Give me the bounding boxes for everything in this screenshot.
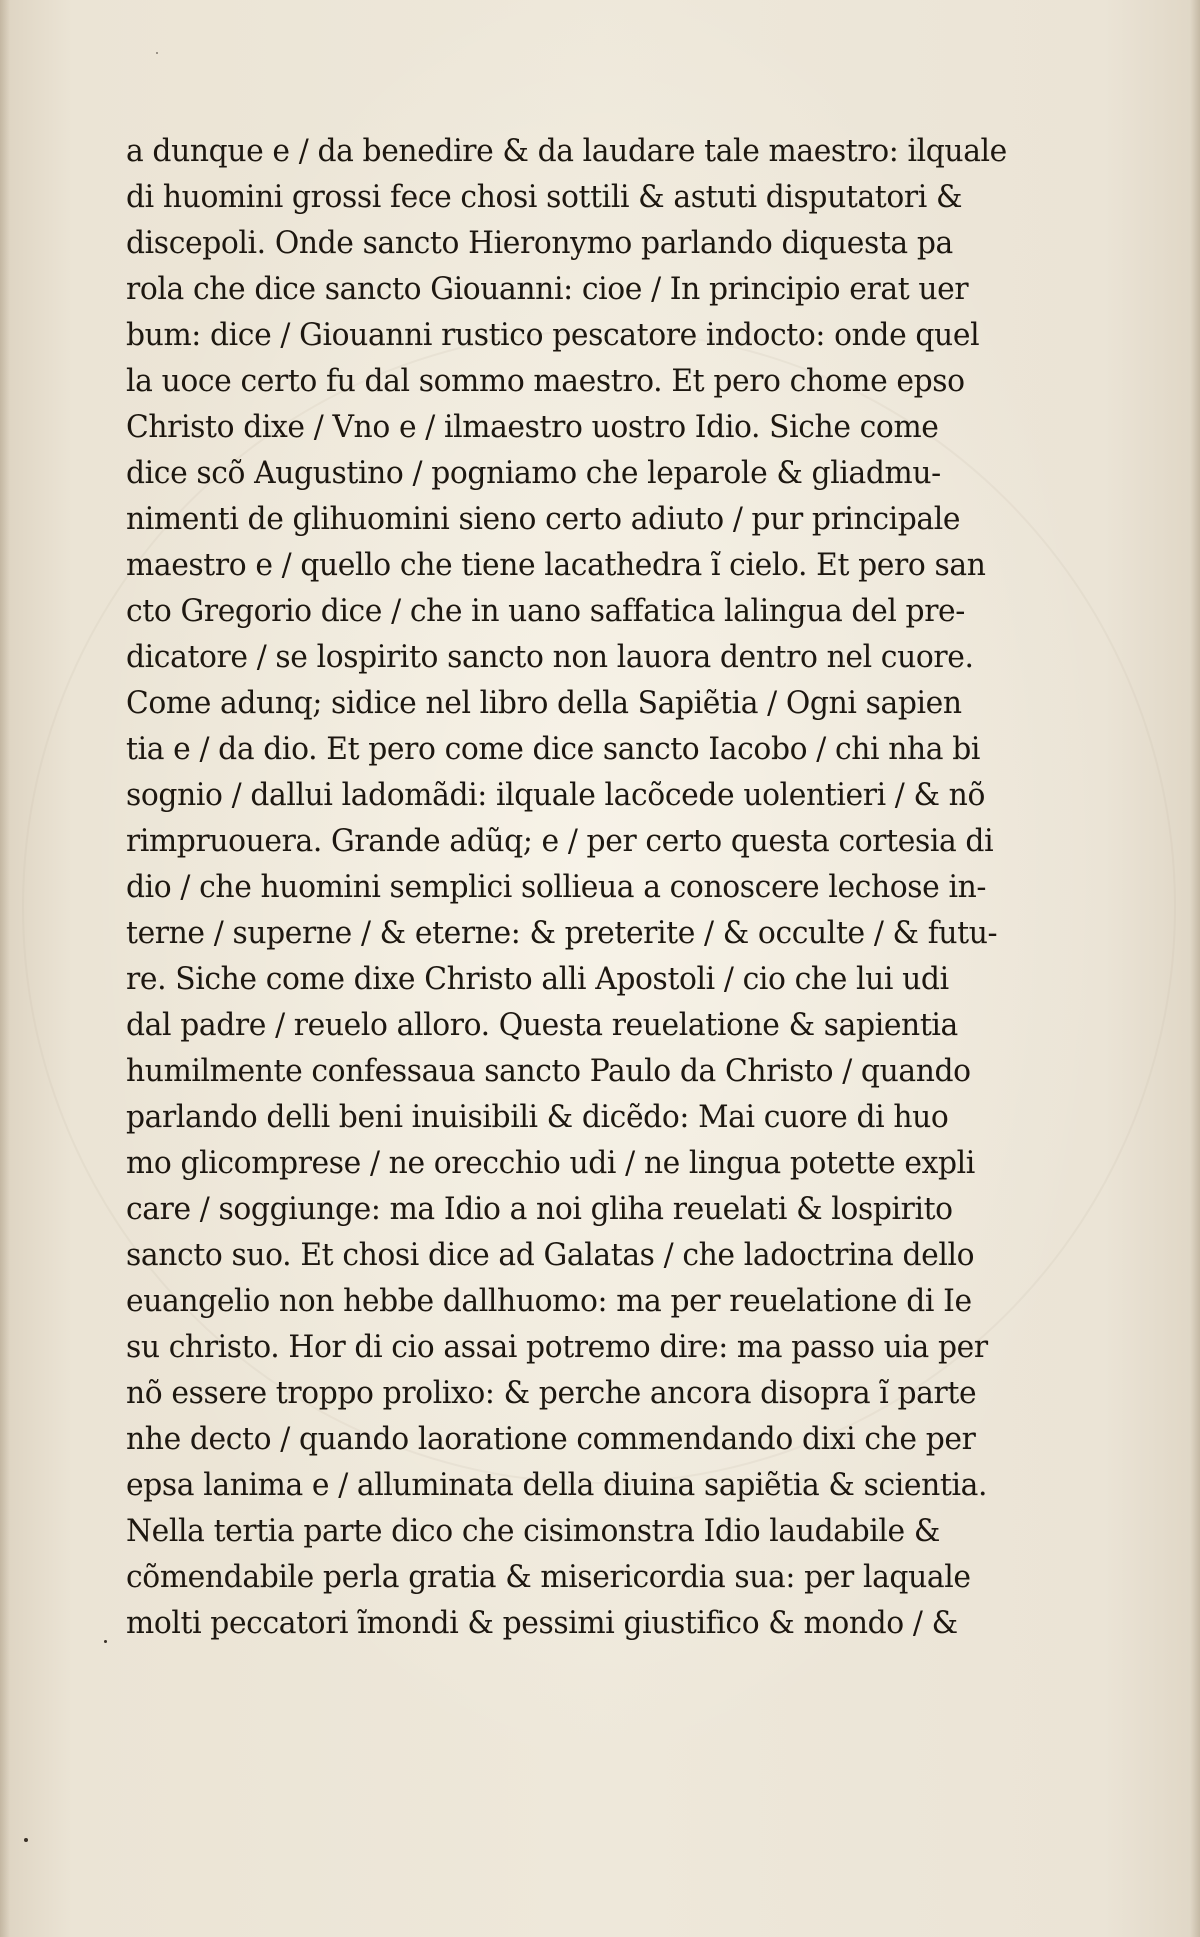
text-line: humilmente confessaua sancto Paulo da Christo / quando — [126, 1053, 971, 1089]
text-line: dio / che huomini semplici sollieua a conoscere lechose in- — [126, 869, 987, 905]
text-line: re. Siche come dixe Christo alli Apostoli / cio che lui udi — [126, 961, 949, 997]
text-line: nõ essere troppo prolixo: & perche ancora disopra ĩ parte — [126, 1375, 977, 1411]
text-line: dice scõ Augustino / pogniamo che leparole & gliadmu- — [126, 455, 941, 491]
text-line: bum: dice / Giouanni rustico pescatore indocto: onde quel — [126, 317, 980, 353]
text-line: sognio / dallui ladomãdi: ilquale lacõcede uolentieri / & nõ — [126, 777, 986, 813]
text-line: care / soggiunge: ma Idio a noi gliha reuelati & lospirito — [126, 1191, 953, 1227]
text-line: maestro e / quello che tiene lacathedra ĩ cielo. Et pero san — [126, 547, 986, 583]
text-line: sancto suo. Et chosi dice ad Galatas / che ladoctrina dello — [126, 1237, 975, 1273]
text-line: Christo dixe / Vno e / ilmaestro uostro Idio. Siche come — [126, 409, 939, 445]
text-line: su christo. Hor di cio assai potremo dire: ma passo uia per — [126, 1329, 988, 1365]
text-line: discepoli. Onde sancto Hieronymo parlando diquesta pa — [126, 225, 953, 261]
text-line: epsa lanima e / alluminata della diuina sapiẽtia & scientia. — [126, 1467, 988, 1503]
text-line: parlando delli beni inuisibili & dicẽdo: Mai cuore di huo — [126, 1099, 949, 1135]
text-line: cto Gregorio dice / che in uano saffatica lalingua del pre- — [126, 593, 965, 629]
text-line: cõmendabile perla gratia & misericordia sua: per laquale — [126, 1559, 971, 1595]
text-line: tia e / da dio. Et pero come dice sancto Iacobo / chi nha bi — [126, 731, 981, 767]
text-line: euangelio non hebbe dallhuomo: ma per reuelatione di Ie — [126, 1283, 972, 1319]
right-page-edge — [1190, 0, 1200, 1937]
text-line: molti peccatori ĩmondi & pessimi giustifico & mondo / & — [126, 1605, 958, 1641]
text-line: la uoce certo fu dal sommo maestro. Et pero chome epso — [126, 363, 965, 399]
text-line: rimpruouera. Grande adũq; e / per certo questa cortesia di — [126, 823, 994, 859]
text-line: a dunque e / da benedire & da laudare tale maestro: ilquale — [126, 133, 1007, 169]
text-line: Nella tertia parte dico che cisimonstra Idio laudabile & — [126, 1513, 940, 1549]
text-line: nhe decto / quando laoratione commendando dixi che per — [126, 1421, 976, 1457]
text-line: di huomini grossi fece chosi sottili & astuti disputatori & — [126, 179, 963, 215]
text-line: nimenti de glihuomini sieno certo adiuto / pur principale — [126, 501, 961, 537]
ink-speck — [104, 1640, 107, 1643]
ink-speck — [156, 52, 158, 54]
text-line: mo glicomprese / ne orecchio udi / ne lingua potette expli — [126, 1145, 975, 1181]
text-line: dicatore / se lospirito sancto non lauora dentro nel cuore. — [126, 639, 974, 675]
text-line: terne / superne / & eterne: & preterite / & occulte / & futu- — [126, 915, 998, 951]
body-text — [126, 128, 1007, 1646]
text-line: rola che dice sancto Giouanni: cioe / In principio erat uer — [126, 271, 969, 307]
text-line: dal padre / reuelo alloro. Questa reuelatione & sapientia — [126, 1007, 958, 1043]
ink-speck — [24, 1838, 28, 1842]
left-page-edge — [0, 0, 10, 1937]
text-line: Come adunq; sidice nel libro della Sapiẽtia / Ogni sapien — [126, 685, 962, 721]
